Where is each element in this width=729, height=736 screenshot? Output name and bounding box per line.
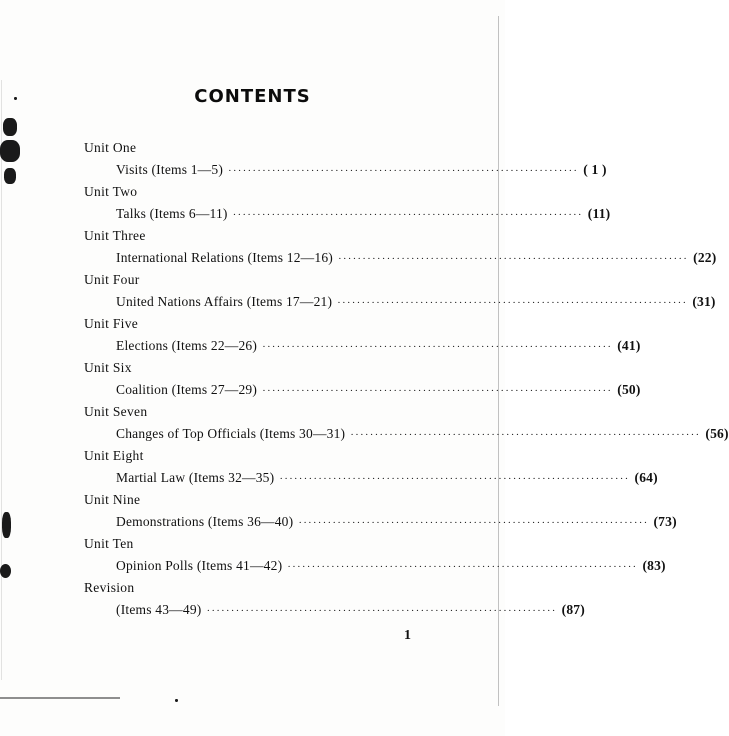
dot-leader: ········································································ — [337, 253, 689, 265]
toc-unit-heading: Unit Four — [84, 272, 140, 287]
scan-bottom-edge — [0, 697, 120, 699]
toc-unit-heading: Unit Two — [84, 184, 138, 199]
toc-unit-heading: Unit Three — [84, 228, 146, 243]
ink-blot — [4, 168, 16, 184]
toc-page-number: (11) — [587, 206, 611, 221]
toc-entry — [84, 379, 641, 401]
toc-entry-label: Talks (Items 6—11) — [116, 206, 228, 221]
dot-leader: ········································································ — [262, 341, 613, 353]
toc-page-number: (41) — [617, 338, 641, 353]
toc-entry — [84, 511, 677, 533]
toc-entry — [84, 291, 716, 313]
toc-unit-heading: Unit Seven — [84, 404, 148, 419]
page-number: 1 — [404, 628, 411, 643]
toc-page-number: (73) — [653, 514, 677, 529]
dot-leader: ········································································ — [228, 165, 579, 177]
toc-unit-heading: Unit Eight — [84, 448, 144, 463]
toc-page-number: (83) — [642, 558, 666, 573]
toc-page-number: (64) — [634, 470, 658, 485]
toc-entry-label: (Items 43—49) — [116, 602, 202, 617]
toc-unit-heading: Unit Five — [84, 316, 139, 331]
dot-leader: ········································································ — [298, 517, 649, 529]
toc-unit-heading: Unit Nine — [84, 492, 141, 507]
toc-entry — [84, 335, 641, 357]
dot-leader: ········································································ — [350, 429, 701, 441]
dot-leader: ········································································ — [279, 473, 630, 485]
toc-entry — [84, 203, 611, 225]
toc-page-number: ( 1 ) — [583, 162, 607, 177]
dot-leader: ········································································ — [232, 209, 583, 221]
toc-entry-label: Opinion Polls (Items 41—42) — [116, 558, 283, 573]
toc-entry-label: International Relations (Items 12—16) — [116, 250, 333, 265]
dot-leader: ········································································ — [287, 561, 638, 573]
dot-leader: ········································································ — [206, 605, 557, 617]
toc-entry — [84, 247, 717, 269]
page-title: CONTENTS — [194, 86, 311, 107]
toc-page-number: (87) — [561, 602, 585, 617]
table-of-contents — [84, 137, 729, 621]
toc-page-number: (22) — [693, 250, 717, 265]
toc-entry — [84, 423, 729, 445]
ink-blot — [0, 140, 20, 162]
ink-blot — [175, 699, 178, 702]
toc-entry-label: United Nations Affairs (Items 17—21) — [116, 294, 333, 309]
toc-entry — [84, 159, 607, 181]
toc-entry-label: Changes of Top Officials (Items 30—31) — [116, 426, 346, 441]
ink-blot — [2, 512, 11, 538]
toc-page-number: (56) — [705, 426, 729, 441]
toc-entry-label: Elections (Items 22—26) — [116, 338, 258, 353]
toc-unit-heading: Unit Ten — [84, 536, 134, 551]
toc-entry-label: Visits (Items 1—5) — [116, 162, 224, 177]
toc-unit-heading: Revision — [84, 580, 135, 595]
dot-leader: ········································································ — [262, 385, 613, 397]
toc-page-number: (50) — [617, 382, 641, 397]
scan-left-edge — [1, 80, 2, 680]
dot-leader: ········································································ — [337, 297, 688, 309]
toc-entry-label: Coalition (Items 27—29) — [116, 382, 258, 397]
toc-page-number: (31) — [692, 294, 716, 309]
toc-unit-heading: Unit Six — [84, 360, 132, 375]
ink-blot — [3, 118, 17, 136]
toc-entry — [84, 555, 666, 577]
toc-entry-label: Demonstrations (Items 36—40) — [116, 514, 294, 529]
ink-blot — [0, 564, 11, 578]
toc-unit-heading: Unit One — [84, 140, 137, 155]
toc-entry-label: Martial Law (Items 32—35) — [116, 470, 275, 485]
toc-entry — [84, 467, 658, 489]
toc-entry — [84, 599, 585, 621]
